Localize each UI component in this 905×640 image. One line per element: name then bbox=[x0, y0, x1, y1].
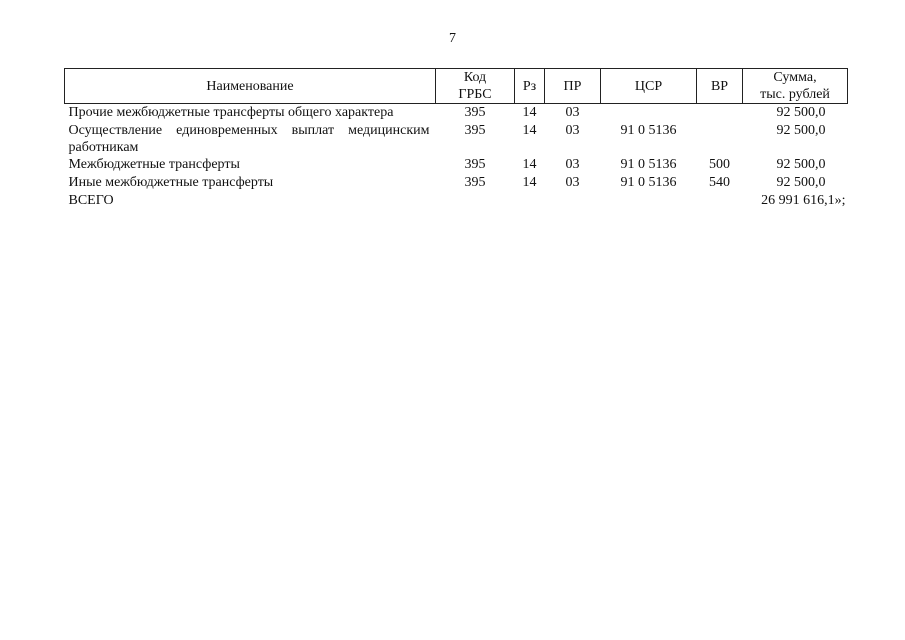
table-row bbox=[65, 174, 848, 192]
row-name: Иные межбюджетные трансферты bbox=[68, 175, 274, 190]
row-csr: 91 0 5136 bbox=[620, 175, 677, 190]
row-code: 395 bbox=[464, 175, 486, 190]
header-sum bbox=[743, 69, 848, 104]
table-row bbox=[65, 104, 848, 123]
budget-table bbox=[64, 68, 848, 210]
row-code: 395 bbox=[464, 105, 486, 120]
row-pr: 03 bbox=[565, 157, 580, 172]
page-number: 7 bbox=[449, 31, 456, 46]
table-row bbox=[65, 156, 848, 174]
header-pr: ПР bbox=[545, 69, 601, 104]
row-name: Межбюджетные трансферты bbox=[68, 157, 240, 172]
row-pr: 03 bbox=[565, 123, 580, 138]
row-csr: 91 0 5136 bbox=[620, 157, 677, 172]
row-rz: 14 bbox=[522, 123, 537, 138]
row-sum: 92 500,0 bbox=[776, 123, 826, 138]
row-rz: 14 bbox=[522, 105, 537, 120]
row-pr: 03 bbox=[565, 105, 580, 120]
row-csr: 91 0 5136 bbox=[620, 123, 677, 138]
header-vr: ВР bbox=[697, 69, 743, 104]
row-name: Осуществление единовременных выплат медицинским работникам bbox=[68, 123, 430, 155]
row-sum: 92 500,0 bbox=[776, 105, 826, 120]
row-rz: 14 bbox=[522, 175, 537, 190]
header-code-line1: Код bbox=[463, 70, 487, 85]
table-total-row bbox=[65, 192, 848, 210]
header-csr: ЦСР bbox=[601, 69, 697, 104]
table-header-row bbox=[65, 69, 848, 104]
header-sum-line2: тыс. рублей bbox=[760, 87, 830, 102]
row-name: Прочие межбюджетные трансферты общего характера bbox=[68, 105, 394, 120]
header-rz: Рз bbox=[515, 69, 545, 104]
row-rz: 14 bbox=[522, 157, 537, 172]
total-sum: 26 991 616,1»; bbox=[761, 193, 846, 208]
header-sum-line1: Сумма, bbox=[773, 70, 817, 85]
header-code-line2: ГРБС bbox=[458, 87, 492, 102]
row-vr: 540 bbox=[709, 175, 730, 190]
row-sum: 92 500,0 bbox=[776, 157, 826, 172]
header-name: Наименование bbox=[65, 69, 436, 104]
row-vr: 500 bbox=[709, 157, 730, 172]
row-pr: 03 bbox=[565, 175, 580, 190]
row-csr bbox=[601, 104, 697, 123]
total-label: ВСЕГО bbox=[68, 193, 114, 208]
table-row bbox=[65, 122, 848, 156]
header-code bbox=[436, 69, 515, 104]
row-vr bbox=[697, 122, 743, 156]
row-code: 395 bbox=[464, 123, 486, 138]
row-code: 395 bbox=[464, 157, 486, 172]
row-vr bbox=[697, 104, 743, 123]
row-sum: 92 500,0 bbox=[776, 175, 826, 190]
